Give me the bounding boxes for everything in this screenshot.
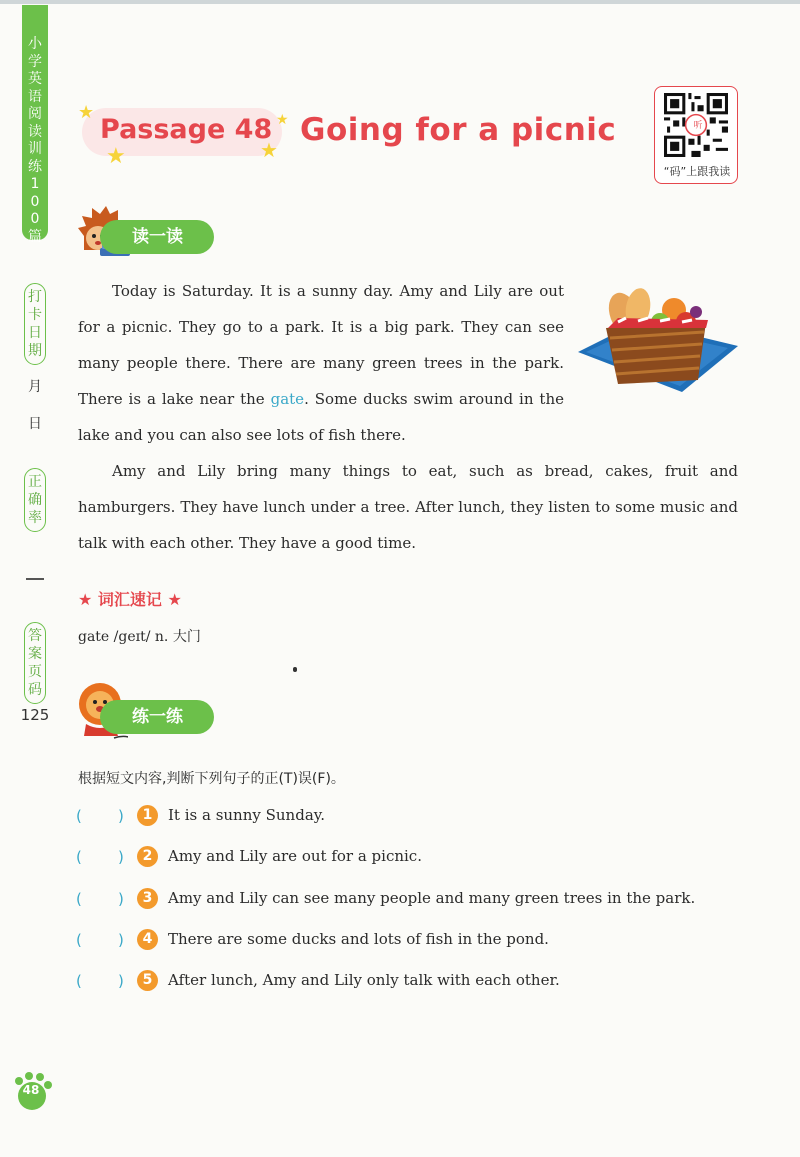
vocab-word-gate: gate [270,390,305,408]
question-number-badge: 1 [137,805,158,826]
passage-number: Passage 48 [100,114,273,145]
question-text: There are some ducks and lots of fish in the pond. [168,930,549,948]
month-label: 月 [28,379,42,395]
print-speck [293,667,297,672]
answer-blank-close[interactable]: ) [118,972,124,990]
star-icon: ★ [106,144,126,169]
question-row [74,805,754,829]
answer-blank-open[interactable]: ( [76,848,82,866]
vocab-heading: ★ 词汇速记 ★ [78,590,182,609]
book-title-vertical: 小 学 英 语 阅 读 训 练 1 0 0 篇 [28,36,42,245]
question-row [74,970,754,994]
passage-paragraph-2: Amy and Lily bring many things to eat, such as bread, cakes, fruit and hamburgers. They have lunch under a tree. After lunch, they listen to some music and talk with each other. They have a good time. [78,462,738,552]
page-title: Going for a picnic [300,112,617,148]
accuracy-blank-line [26,578,44,580]
question-number-badge: 2 [137,846,158,867]
read-section-header [100,220,214,254]
question-number-badge: 3 [137,888,158,909]
paragraph-1-text-end: . Some ducks swim around in the lake and you can also see lots of fish there. [78,390,564,444]
answer-page-label: 答 案 页 码 [24,622,46,704]
question-row [74,846,754,870]
star-icon: ★ [78,102,95,123]
accuracy-label: 正 确 率 [24,468,46,532]
question-text: After lunch, Amy and Lily only talk with each other. [168,971,560,989]
vocab-entry: gate /geɪt/ n. 大门 [78,629,201,645]
passage-paragraph-1 [78,273,564,453]
qr-caption: “码”上跟我读 [663,165,731,178]
qr-audio-card[interactable] [654,86,738,184]
answer-blank-close[interactable]: ) [118,931,124,949]
answer-blank-open[interactable]: ( [76,807,82,825]
answer-page-number: 125 [20,706,50,724]
practice-section-header [100,700,214,734]
question-number-badge: 4 [137,929,158,950]
day-label: 日 [28,416,42,432]
star-icon: ★ [276,112,289,128]
answer-blank-close[interactable]: ) [118,848,124,866]
question-number-badge: 5 [137,970,158,991]
top-edge [0,0,800,4]
read-section-label: 读一读 [132,227,183,247]
answer-blank-open[interactable]: ( [76,931,82,949]
answer-blank-close[interactable]: ) [118,890,124,908]
practice-section-label: 练一练 [132,707,183,727]
checkin-date-label: 打 卡 日 期 [24,283,46,365]
listen-badge: 听 [693,121,703,131]
star-icon: ★ [260,138,278,162]
question-text: It is a sunny Sunday. [168,806,326,824]
question-row [74,888,754,912]
page-number: 48 [22,1083,40,1097]
answer-blank-open[interactable]: ( [76,890,82,908]
picnic-basket-illustration [578,288,740,394]
answer-blank-open[interactable]: ( [76,972,82,990]
paragraph-1-text-start: Today is Saturday. It is a sunny day. Amy and Lily are out for a picnic. They go to a park. It is a big park. They can see many people there. There are many green trees in the park. There is a lake near the [78,282,564,408]
exercise-instruction: 根据短文内容,判断下列句子的正(T)误(F)。 [78,771,345,787]
question-text: Amy and Lily can see many people and many green trees in the park. [168,889,696,907]
question-row [74,929,754,953]
question-text: Amy and Lily are out for a picnic. [168,847,422,865]
answer-blank-close[interactable]: ) [118,807,124,825]
